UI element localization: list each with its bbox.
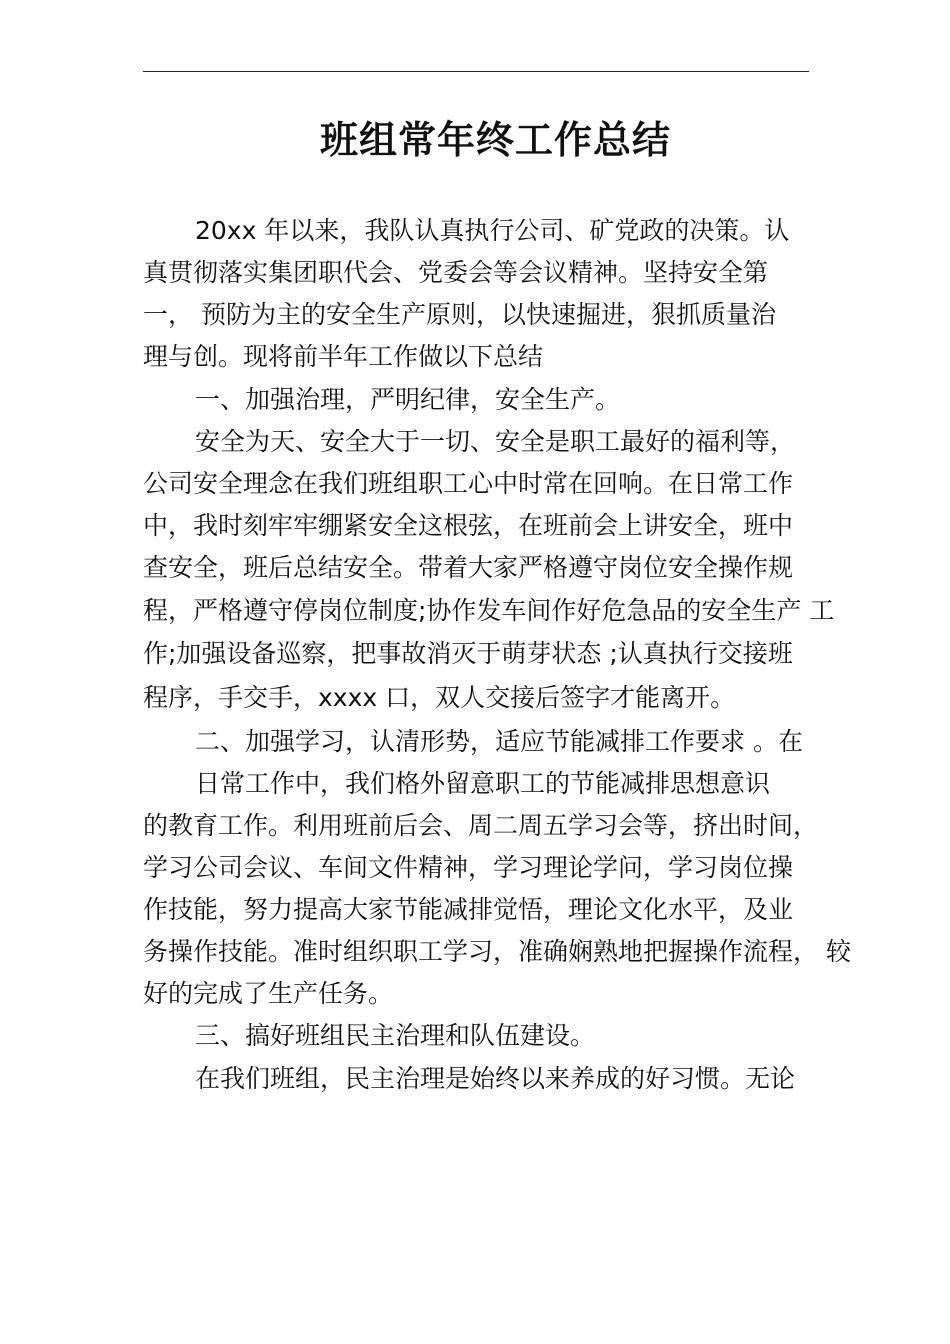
section-heading: 三、搞好班组民主治理和队伍建设。 bbox=[195, 1021, 596, 1050]
paragraph-line: 真贯彻落实集团职代会、党委会等会议精神。坚持安全第 bbox=[143, 258, 769, 287]
paragraph-line: 在我们班组，民主治理是始终以来养成的好习惯。无论 bbox=[195, 1064, 796, 1093]
paragraph-line: 的教育工作。利用班前后会、周二周五学习会等，挤出时间， bbox=[143, 811, 819, 840]
paragraph-line: 好的完成了生产任务。 bbox=[143, 979, 394, 1008]
paragraph-line: 安全为天、安全大于一切、安全是职工最好的福利等， bbox=[195, 427, 796, 456]
paragraph-line: 程，严格遵守停岗位制度;协作发车间作好危急品的安全生产 工 bbox=[143, 596, 835, 625]
paragraph-line: 理与创。现将前半年工作做以下总结 bbox=[143, 342, 544, 371]
paragraph-line: 20xx 年以来，我队认真执行公司、矿党政的决策。认 bbox=[195, 216, 790, 245]
section-heading: 一、加强治理，严明纪律，安全生产。 bbox=[195, 385, 621, 414]
paragraph-line: 公司安全理念在我们班组职工心中时常在回响。在日常工作 bbox=[143, 469, 794, 498]
paragraph-line: 学习公司会议、车间文件精神，学习理论学问，学习岗位操 bbox=[143, 853, 794, 882]
paragraph-line: 程序，手交手，xxxx 口，双人交接后签字才能离开。 bbox=[143, 683, 736, 712]
paragraph-line: 作;加强设备巡察，把事故消灭于萌芽状态 ;认真执行交接班 bbox=[143, 639, 793, 668]
section-heading: 二、加强学习，认清形势，适应节能减排工作要求 。在 bbox=[195, 727, 803, 756]
header-rule bbox=[143, 71, 809, 72]
paragraph-line: 一， 预防为主的安全生产原则，以快速掘进，狠抓质量治 bbox=[143, 300, 776, 329]
paragraph-line: 作技能，努力提高大家节能减排觉悟，理论文化水平，及业 bbox=[143, 895, 794, 924]
document-title: 班组常年终工作总结 bbox=[319, 118, 671, 162]
paragraph-line: 查安全，班后总结安全。带着大家严格遵守岗位安全操作规 bbox=[143, 553, 794, 582]
paragraph-line: 中，我时刻牢牢绷紧安全这根弦，在班前会上讲安全，班中 bbox=[143, 511, 794, 540]
paragraph-line: 务操作技能。准时组织职工学习，准确娴熟地把握操作流程， 较 bbox=[143, 937, 851, 966]
paragraph-line: 日常工作中，我们格外留意职工的节能减排思想意识 bbox=[195, 769, 771, 798]
